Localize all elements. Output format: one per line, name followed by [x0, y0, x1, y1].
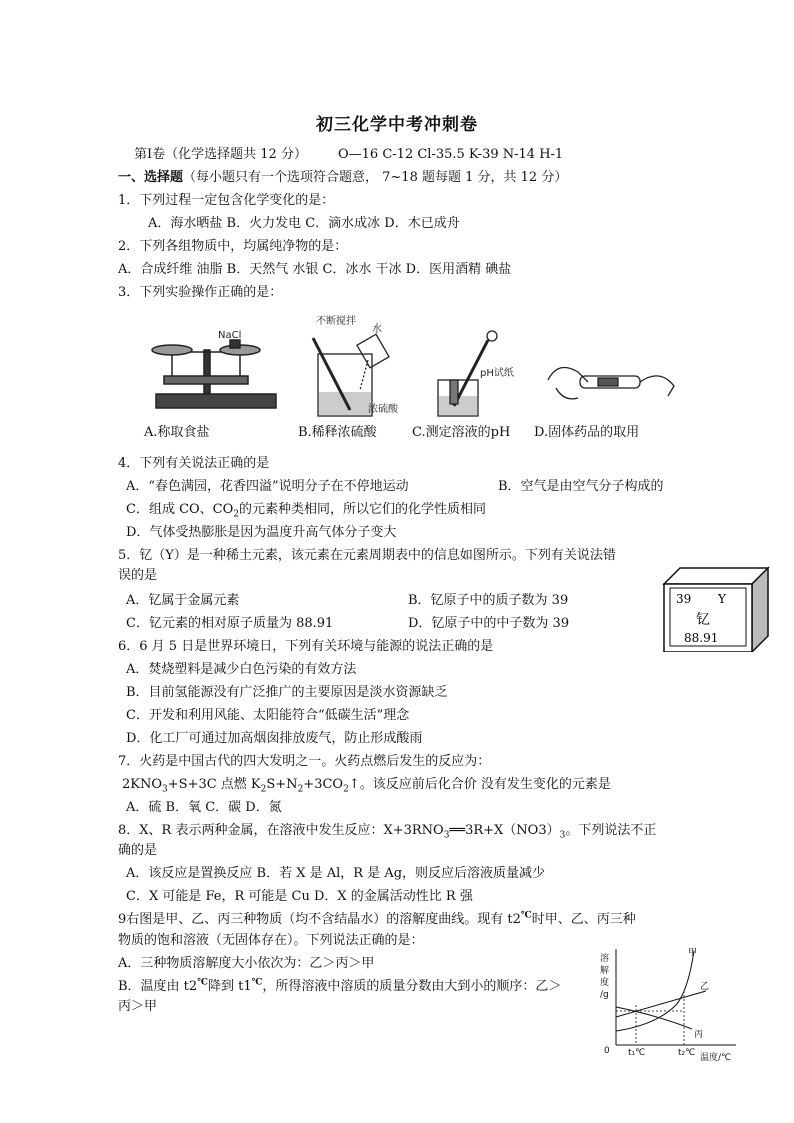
curve-bing-label: 丙	[694, 1030, 704, 1040]
q3-stem: 3．下列实验操作正确的是：	[118, 285, 283, 300]
q4-option-b: B．空气是由空气分子构成的	[498, 479, 664, 494]
svg-text:解: 解	[600, 966, 610, 976]
q7-stem: 7．火药是中国古代的四大发明之一。火药点燃后发生的反应为：	[118, 754, 491, 769]
q6-stem: 6．6 月 5 日是世界环境日，下列有关环境与能源的说法正确的是	[118, 639, 494, 654]
q9-stem-line2: 物质的饱和溶液（无固体存在）。下列说法正确的是：	[118, 933, 424, 948]
q8-options-ab: A．该反应是置换反应 B．若 X 是 Al，R 是 Ag，则反应后溶液质量减少	[126, 866, 546, 881]
q1-options: A．海水晒盐 B．火力发电 C．滴水成冰 D．木已成舟	[148, 216, 460, 231]
svg-text:t₁℃: t₁℃	[628, 1048, 646, 1058]
q7-options: A．硫 B．氧 C．碳 D．氮	[126, 800, 282, 815]
q2-stem: 2．下列各组物质中，均属纯净物的是：	[118, 239, 348, 254]
caption-d: D.固体药品的取用	[534, 425, 640, 440]
q6-option-b: B．目前氢能源没有广泛推广的主要原因是淡水资源缺乏	[126, 685, 448, 700]
q7-equation: $2KNO_3+S+3C$ 点燃 $K_2S+N_2+3CO_2↑$。该反应前后化合价 没有发生变化的元素是	[122, 777, 611, 795]
q8-stem-line2: 确的是	[118, 843, 158, 858]
q6-option-c: C．开发和利用风能、太阳能符合“低碳生活”理念	[126, 708, 410, 723]
q1-stem: 1．下列过程一定包含化学变化的是：	[118, 193, 335, 208]
volume-label: 第Ⅰ卷（化学选择题共 12 分）	[134, 147, 307, 162]
q4-option-d: D．气体受热膨胀是因为温度升高气体分子变大	[126, 525, 397, 540]
atomic-mass: 88.91	[684, 631, 719, 645]
caption-b: B.稀释浓硫酸	[298, 425, 377, 440]
q3-experiment-figure	[128, 310, 678, 440]
q4-stem: 4．下列有关说法正确的是	[118, 456, 270, 471]
element-symbol: Y	[718, 592, 726, 606]
q5-stem-line2: 误的是	[118, 568, 158, 583]
yttrium-element-card	[662, 566, 770, 652]
svg-text:度: 度	[600, 978, 610, 988]
q8-stem-line1: 8．X、R 表示两种金属，在溶液中发生反应：$X+3RNO_3══3R+X(NO3)_3$。下列说法不正	[118, 823, 657, 841]
q5-option-d: D．钇原子中的中子数为 39	[408, 616, 570, 631]
nacl-label: NaCl	[218, 330, 242, 341]
svg-text:0: 0	[604, 1046, 610, 1056]
balance-illustration	[152, 340, 276, 408]
element-name: 钇	[696, 612, 710, 628]
q9-option-b-line1: B．温度由 t2℃降到 t1℃，所得溶液中溶质的质量分数由大到小的顺序：乙＞	[118, 977, 562, 994]
section-heading: 一、选择题	[118, 170, 184, 185]
solid-drug-illustration	[548, 368, 674, 399]
atomic-masses: O—16 C-12 Cl-35.5 K-39 N-14 H-1	[338, 147, 564, 162]
curve-yi	[616, 991, 706, 1017]
q5-stem-line1: 5．钇（Y）是一种稀土元素，该元素在元素周期表中的信息如图所示。下列有关说法错	[118, 548, 616, 563]
solubility-graph	[596, 945, 746, 1065]
caption-c: C.测定溶液的pH	[412, 425, 511, 440]
q8-options-cd: C．X 可能是 Fe，R 可能是 Cu D．X 的金属活动性比 R 强	[126, 889, 473, 904]
ph-label: pH试纸	[480, 368, 514, 379]
q6-option-d: D．化工厂可通过加高烟囱排放废气，防止形成酸雨	[126, 731, 423, 746]
curve-yi-label: 乙	[700, 982, 710, 992]
svg-text:t₂℃: t₂℃	[678, 1048, 696, 1058]
q9-stem-line1: 9右图是甲、乙、丙三种物质（均不含结晶水）的溶解度曲线。现有 t2℃时甲、乙、丙三种	[118, 910, 636, 927]
water-label: 水	[372, 324, 382, 335]
q9-option-b-line2: 丙＞甲	[118, 999, 158, 1014]
svg-text:温度/℃: 温度/℃	[700, 1053, 732, 1063]
caption-a: A.称取食盐	[144, 425, 210, 440]
acid-label: 浓硫酸	[368, 404, 398, 415]
section-note: （每小题只有一个选项符合题意， 7~18 题每题 1 分，共 12 分）	[183, 170, 568, 185]
q9-option-a: A．三种物质溶解度大小依次为：乙＞丙＞甲	[118, 956, 375, 971]
curve-jia-label: 甲	[688, 948, 698, 958]
q4-option-c: C．组成 CO、$CO_2$的元素种类相同，所以它们的化学性质相同	[126, 502, 487, 520]
q2-options: A．合成纤维 油脂 B．天然气 水银 C．冰水 干冰 D．医用酒精 碘盐	[118, 262, 512, 277]
q6-option-a: A．焚烧塑料是减少白色污染的有效方法	[126, 662, 357, 677]
curve-jia	[616, 951, 694, 1031]
svg-text:/g: /g	[600, 990, 609, 1000]
atomic-number: 39	[676, 592, 692, 606]
q5-option-b: B．钇原子中的质子数为 39	[408, 593, 569, 608]
curve-bing	[616, 1007, 692, 1029]
q4-option-a: A．“春色满园，花香四溢”说明分子在不停地运动	[126, 479, 409, 494]
q5-option-a: A．钇属于金属元素	[126, 593, 240, 608]
page-title: 初三化学中考冲刺卷	[316, 115, 478, 135]
svg-text:溶: 溶	[600, 954, 610, 964]
stir-label: 不断搅拌	[316, 316, 356, 327]
q5-option-c: C．钇元素的相对原子质量为 88.91	[126, 616, 334, 631]
